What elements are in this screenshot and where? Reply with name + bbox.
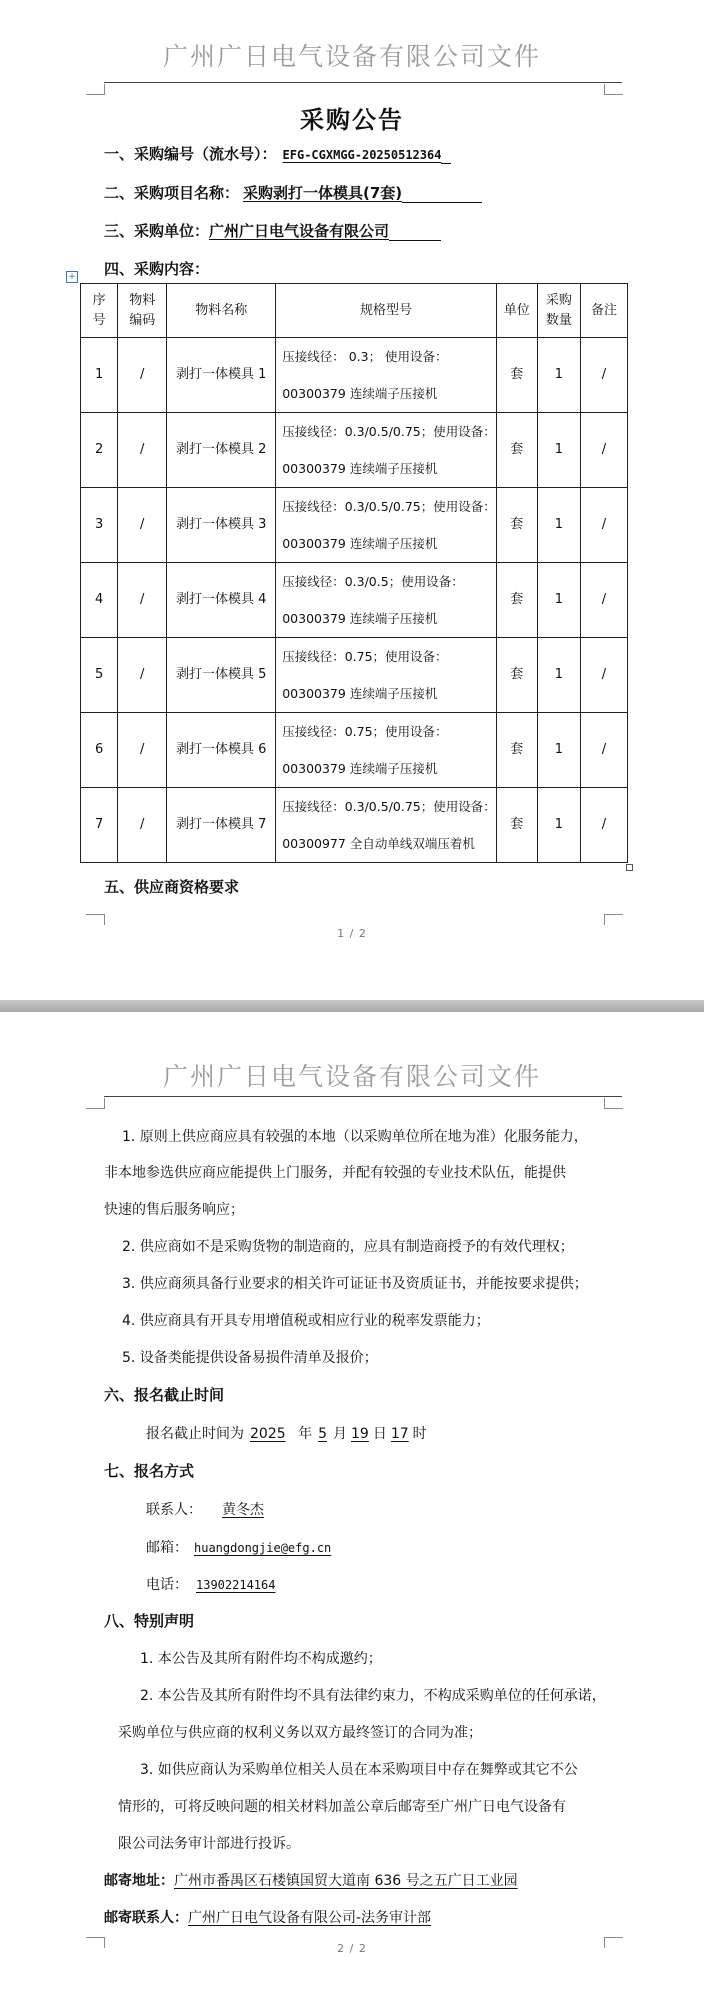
cell-note: / bbox=[580, 713, 627, 788]
cell-note: / bbox=[580, 638, 627, 713]
procurement-table bbox=[80, 283, 628, 863]
mailing-address-value: 广州市番禺区石楼镇国贸大道南 636 号之五广日工业园 bbox=[174, 1873, 518, 1889]
cell-note: / bbox=[580, 338, 627, 413]
cell-unit: 套 bbox=[496, 488, 537, 563]
cell-name: 剥打一体模具 6 bbox=[167, 713, 276, 788]
crop-mark bbox=[86, 914, 105, 925]
cell-spec bbox=[276, 563, 497, 638]
spec-line: 压接线径：0.75；使用设备： bbox=[282, 724, 448, 739]
mailing-address-label: 邮寄地址： bbox=[104, 1873, 174, 1889]
table-row bbox=[81, 713, 628, 788]
cell-note: / bbox=[580, 488, 627, 563]
spec-line: 压接线径：0.3/0.5/0.75；使用设备： bbox=[282, 499, 496, 514]
cell-code: / bbox=[118, 788, 167, 863]
requirement-1-line: 快速的售后服务响应； bbox=[104, 1202, 244, 1218]
cell-code: / bbox=[118, 638, 167, 713]
supplier-qualification-heading: 五、供应商资格要求 bbox=[104, 878, 240, 896]
crop-mark bbox=[86, 84, 105, 95]
cell-note: / bbox=[580, 788, 627, 863]
cell-qty: 1 bbox=[537, 488, 580, 563]
deadline-hour-unit: 时 bbox=[412, 1426, 427, 1442]
procurement-number-label: 一、采购编号（流水号）： bbox=[104, 145, 277, 163]
requirement-2: 2. 供应商如不是采购货物的制造商的，应具有制造商授予的有效代理权； bbox=[122, 1239, 574, 1255]
cell-seq: 7 bbox=[81, 788, 118, 863]
procurement-unit-value: 广州广日电气设备有限公司 bbox=[209, 222, 390, 240]
requirement-3: 3. 供应商须具备行业要求的相关许可证证书及资质证书，并能按要求提供； bbox=[122, 1276, 588, 1292]
cell-seq: 1 bbox=[81, 338, 118, 413]
table-move-handle-icon[interactable]: + bbox=[66, 271, 78, 283]
spec-line: 压接线径：0.3/0.5；使用设备： bbox=[282, 574, 464, 589]
cell-name: 剥打一体模具 3 bbox=[167, 488, 276, 563]
cell-code: / bbox=[118, 713, 167, 788]
letterhead-title: 广州广日电气设备有限公司文件 bbox=[162, 42, 541, 71]
letterhead-title: 广州广日电气设备有限公司文件 bbox=[162, 1062, 541, 1091]
mailing-recipient-label: 邮寄联系人： bbox=[104, 1910, 188, 1926]
phone-value: 13902214164 bbox=[196, 1578, 276, 1592]
cell-spec bbox=[276, 713, 497, 788]
email-value[interactable]: huangdongjie@efg.cn bbox=[194, 1541, 332, 1555]
cell-qty: 1 bbox=[537, 638, 580, 713]
spec-line: 00300379 连续端子压接机 bbox=[282, 686, 438, 701]
cell-spec bbox=[276, 788, 497, 863]
email-label: 邮箱： bbox=[146, 1540, 188, 1556]
header-code bbox=[118, 284, 167, 338]
page-number: 1 / 2 bbox=[337, 927, 367, 940]
declaration-2-line: 2. 本公告及其所有附件均不具有法律约束力，不构成采购单位的任何承诺， bbox=[140, 1688, 606, 1704]
cell-unit: 套 bbox=[496, 563, 537, 638]
deadline-hour: 17 bbox=[390, 1426, 409, 1442]
procurement-unit-label: 三、采购单位： bbox=[104, 222, 210, 240]
cell-code: / bbox=[118, 338, 167, 413]
cell-seq: 5 bbox=[81, 638, 118, 713]
underline-fill bbox=[441, 147, 451, 164]
header-code-line2: 编码 bbox=[129, 312, 156, 328]
cell-qty: 1 bbox=[537, 713, 580, 788]
deadline-month: 5 bbox=[318, 1426, 328, 1442]
cell-seq: 4 bbox=[81, 563, 118, 638]
cell-unit: 套 bbox=[496, 413, 537, 488]
cell-code: / bbox=[118, 413, 167, 488]
header-seq-line2: 号 bbox=[92, 312, 106, 328]
header-seq-line1: 序 bbox=[92, 292, 106, 308]
procurement-number bbox=[104, 143, 451, 164]
spec-line: 00300379 连续端子压接机 bbox=[282, 461, 438, 476]
page-number: 2 / 2 bbox=[337, 1942, 367, 1955]
contact-phone bbox=[146, 1574, 315, 1594]
cell-name: 剥打一体模具 4 bbox=[167, 563, 276, 638]
deadline-day-unit: 日 bbox=[372, 1426, 387, 1442]
header-seq bbox=[81, 284, 118, 338]
header-spec: 规格型号 bbox=[276, 284, 497, 338]
header-unit: 单位 bbox=[496, 284, 537, 338]
cell-qty: 1 bbox=[537, 338, 580, 413]
project-name-label: 二、采购项目名称： bbox=[104, 184, 240, 202]
declaration-3-line: 情形的，可将反映问题的相关材料加盖公章后邮寄至广州广日电气设备有 bbox=[118, 1799, 566, 1815]
document-page-2 bbox=[0, 1012, 704, 2011]
spec-line: 00300379 连续端子压接机 bbox=[282, 761, 438, 776]
cell-code: / bbox=[118, 488, 167, 563]
cell-spec bbox=[276, 488, 497, 563]
special-declaration-heading: 八、特别声明 bbox=[104, 1612, 195, 1630]
declaration-1: 1. 本公告及其所有附件均不构成邀约； bbox=[140, 1651, 382, 1667]
cell-name: 剥打一体模具 2 bbox=[167, 413, 276, 488]
cell-spec bbox=[276, 338, 497, 413]
table-resize-handle[interactable] bbox=[626, 864, 633, 871]
table-row bbox=[81, 638, 628, 713]
cell-qty: 1 bbox=[537, 788, 580, 863]
cell-spec bbox=[276, 413, 497, 488]
phone-label: 电话： bbox=[146, 1577, 188, 1593]
requirement-4: 4. 供应商具有开具专用增值税或相应行业的税率发票能力； bbox=[122, 1313, 490, 1329]
crop-mark bbox=[604, 84, 623, 95]
cell-name: 剥打一体模具 1 bbox=[167, 338, 276, 413]
cell-unit: 套 bbox=[496, 638, 537, 713]
cell-code: / bbox=[118, 563, 167, 638]
declaration-3-line: 3. 如供应商认为采购单位相关人员在本采购项目中存在舞弊或其它不公 bbox=[140, 1762, 578, 1778]
spec-line: 压接线径：0.3/0.5/0.75；使用设备： bbox=[282, 424, 496, 439]
spec-line: 00300379 连续端子压接机 bbox=[282, 386, 438, 401]
cell-qty: 1 bbox=[537, 563, 580, 638]
deadline-year: 2025 bbox=[250, 1426, 286, 1442]
table-row bbox=[81, 488, 628, 563]
spec-line: 00300977 全自动单线双端压着机 bbox=[282, 836, 475, 851]
cell-seq: 6 bbox=[81, 713, 118, 788]
cell-unit: 套 bbox=[496, 788, 537, 863]
contact-email bbox=[146, 1537, 353, 1557]
cell-seq: 3 bbox=[81, 488, 118, 563]
header-qty-line2: 数量 bbox=[545, 312, 572, 328]
cell-spec bbox=[276, 638, 497, 713]
requirement-5: 5. 设备类能提供设备易损件清单及报价； bbox=[122, 1350, 378, 1366]
spec-line: 00300379 连续端子压接机 bbox=[282, 611, 438, 626]
header-note: 备注 bbox=[580, 284, 627, 338]
spec-line: 压接线径：0.75；使用设备： bbox=[282, 649, 448, 664]
registration-heading: 七、报名方式 bbox=[104, 1462, 195, 1480]
requirement-1-line: 非本地参选供应商应能提供上门服务，并配有较强的专业技术队伍，能提供 bbox=[104, 1165, 566, 1181]
table-row bbox=[81, 338, 628, 413]
procurement-content-heading: 四、采购内容： bbox=[104, 260, 210, 278]
project-name bbox=[104, 182, 482, 203]
header-name: 物料名称 bbox=[167, 284, 276, 338]
deadline-heading: 六、报名截止时间 bbox=[104, 1386, 225, 1404]
underline-fill bbox=[402, 186, 482, 203]
document-title: 采购公告 bbox=[300, 106, 404, 134]
requirement-1-line: 1. 原则上供应商应具有较强的本地（以采购单位所在地为准）化服务能力， bbox=[122, 1129, 588, 1145]
letterhead-rule bbox=[104, 1096, 622, 1097]
page-separator bbox=[0, 1000, 704, 1012]
crop-mark bbox=[604, 1098, 623, 1109]
deadline-year-unit: 年 bbox=[298, 1426, 313, 1442]
cell-note: / bbox=[580, 413, 627, 488]
deadline-line bbox=[146, 1423, 427, 1443]
contact-label: 联系人： bbox=[146, 1502, 202, 1518]
header-qty-line1: 采购 bbox=[545, 292, 572, 308]
mailing-address bbox=[104, 1870, 518, 1890]
underline-fill bbox=[389, 224, 441, 241]
spec-line: 00300379 连续端子压接机 bbox=[282, 536, 438, 551]
table-row bbox=[81, 563, 628, 638]
contact-value: 黄冬杰 bbox=[222, 1502, 264, 1518]
cell-name: 剥打一体模具 5 bbox=[167, 638, 276, 713]
spec-line: 压接线径：0.3/0.5/0.75；使用设备： bbox=[282, 799, 496, 814]
project-name-value: 采购剥打一体模具(7套) bbox=[243, 184, 403, 202]
cell-qty: 1 bbox=[537, 413, 580, 488]
cell-note: / bbox=[580, 563, 627, 638]
table-row bbox=[81, 788, 628, 863]
header-qty bbox=[537, 284, 580, 338]
crop-mark bbox=[86, 1098, 105, 1109]
deadline-month-unit: 月 bbox=[333, 1426, 348, 1442]
cell-unit: 套 bbox=[496, 338, 537, 413]
table-header-row bbox=[81, 284, 628, 338]
procurement-unit bbox=[104, 220, 441, 241]
deadline-day: 19 bbox=[351, 1426, 369, 1442]
table-row bbox=[81, 413, 628, 488]
crop-mark bbox=[604, 914, 623, 925]
cell-name: 剥打一体模具 7 bbox=[167, 788, 276, 863]
cell-seq: 2 bbox=[81, 413, 118, 488]
mailing-recipient bbox=[104, 1907, 431, 1927]
declaration-2-line: 采购单位与供应商的权利义务以双方最终签订的合同为准； bbox=[118, 1725, 482, 1741]
document-page-1 bbox=[0, 0, 704, 1000]
cell-unit: 套 bbox=[496, 713, 537, 788]
spec-line: 压接线径： 0.3； 使用设备： bbox=[282, 349, 448, 364]
mailing-recipient-value: 广州广日电气设备有限公司-法务审计部 bbox=[188, 1910, 432, 1926]
declaration-3-line: 限公司法务审计部进行投诉。 bbox=[118, 1836, 300, 1852]
procurement-number-value: EFG-CGXMGG-20250512364 bbox=[282, 148, 442, 162]
contact-person bbox=[146, 1499, 294, 1519]
header-code-line1: 物料 bbox=[129, 292, 156, 308]
letterhead-rule bbox=[104, 82, 622, 83]
deadline-prefix: 报名截止时间为 bbox=[146, 1426, 244, 1442]
